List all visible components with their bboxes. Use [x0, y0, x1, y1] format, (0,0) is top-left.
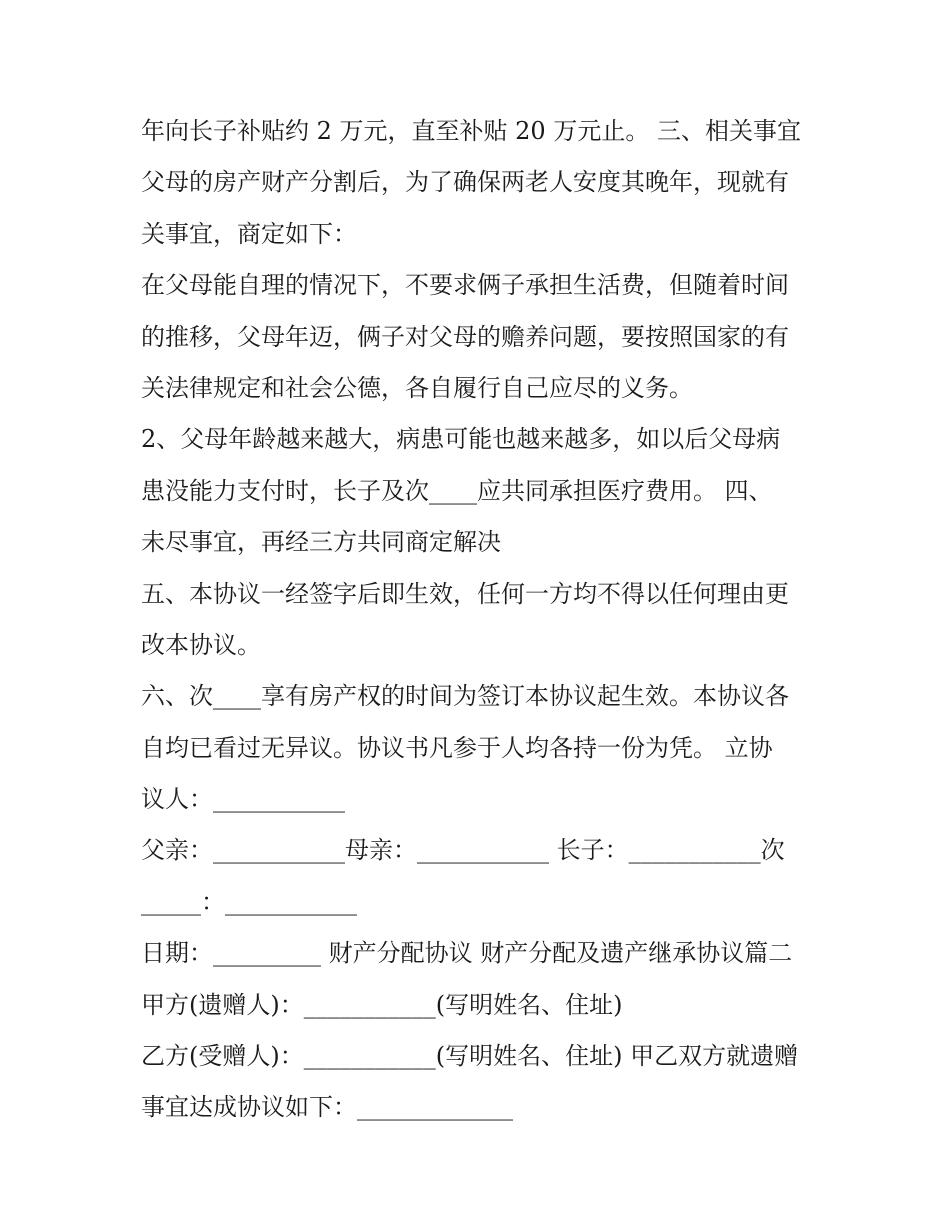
text-line-4: 在父母能自理的情况下，不要求俩子承担生活费，但随着时间: [141, 271, 789, 300]
text-line-12: 六、次____享有房产权的时间为签订本协议起生效。本协议各: [141, 682, 789, 711]
document-body: [141, 106, 821, 1134]
text-line-20: 事宜达成协议如下：_____________: [141, 1093, 513, 1122]
text-line-14: 议人：___________: [141, 785, 345, 814]
text-line-10: 五、本协议一经签字后即生效，任何一方均不得以任何理由更: [141, 579, 789, 608]
text-line-15: 父亲：___________母亲：___________ 长子：___________次: [141, 836, 785, 865]
text-line-17: 日期：_________ 财产分配协议 财产分配及遗产继承协议篇二: [141, 939, 793, 968]
text-line-1: 年向长子补贴约 2 万元，直至补贴 20 万元止。 三、相关事宜: [141, 117, 801, 145]
text-line-13: 自均已看过无异议。协议书凡参于人均各持一份为凭。 立协: [141, 733, 773, 762]
text-line-8: 患没能力支付时，长子及次____应共同承担医疗费用。 四、: [141, 476, 773, 505]
text-line-11: 改本协议。: [141, 630, 261, 659]
text-line-16: _____：___________: [141, 887, 357, 916]
text-line-5: 的推移，父母年迈，俩子对父母的赡养问题，要按照国家的有: [141, 322, 789, 351]
text-line-6: 关法律规定和社会公德，各自履行自己应尽的义务。: [141, 373, 693, 402]
text-line-3: 关事宜，商定如下：: [141, 219, 357, 248]
text-line-2: 父母的房产财产分割后，为了确保两老人安度其晚年，现就有: [141, 168, 789, 197]
text-line-9: 未尽事宜，再经三方共同商定解决: [141, 528, 501, 557]
text-line-19: 乙方(受赠人)：___________(写明姓名、住址) 甲乙双方就遗赠: [141, 1042, 799, 1071]
text-line-18: 甲方(遗赠人)：___________(写明姓名、住址): [141, 990, 623, 1019]
text-line-7: 2、父母年龄越来越大，病患可能也越来越多，如以后父母病: [141, 425, 781, 454]
